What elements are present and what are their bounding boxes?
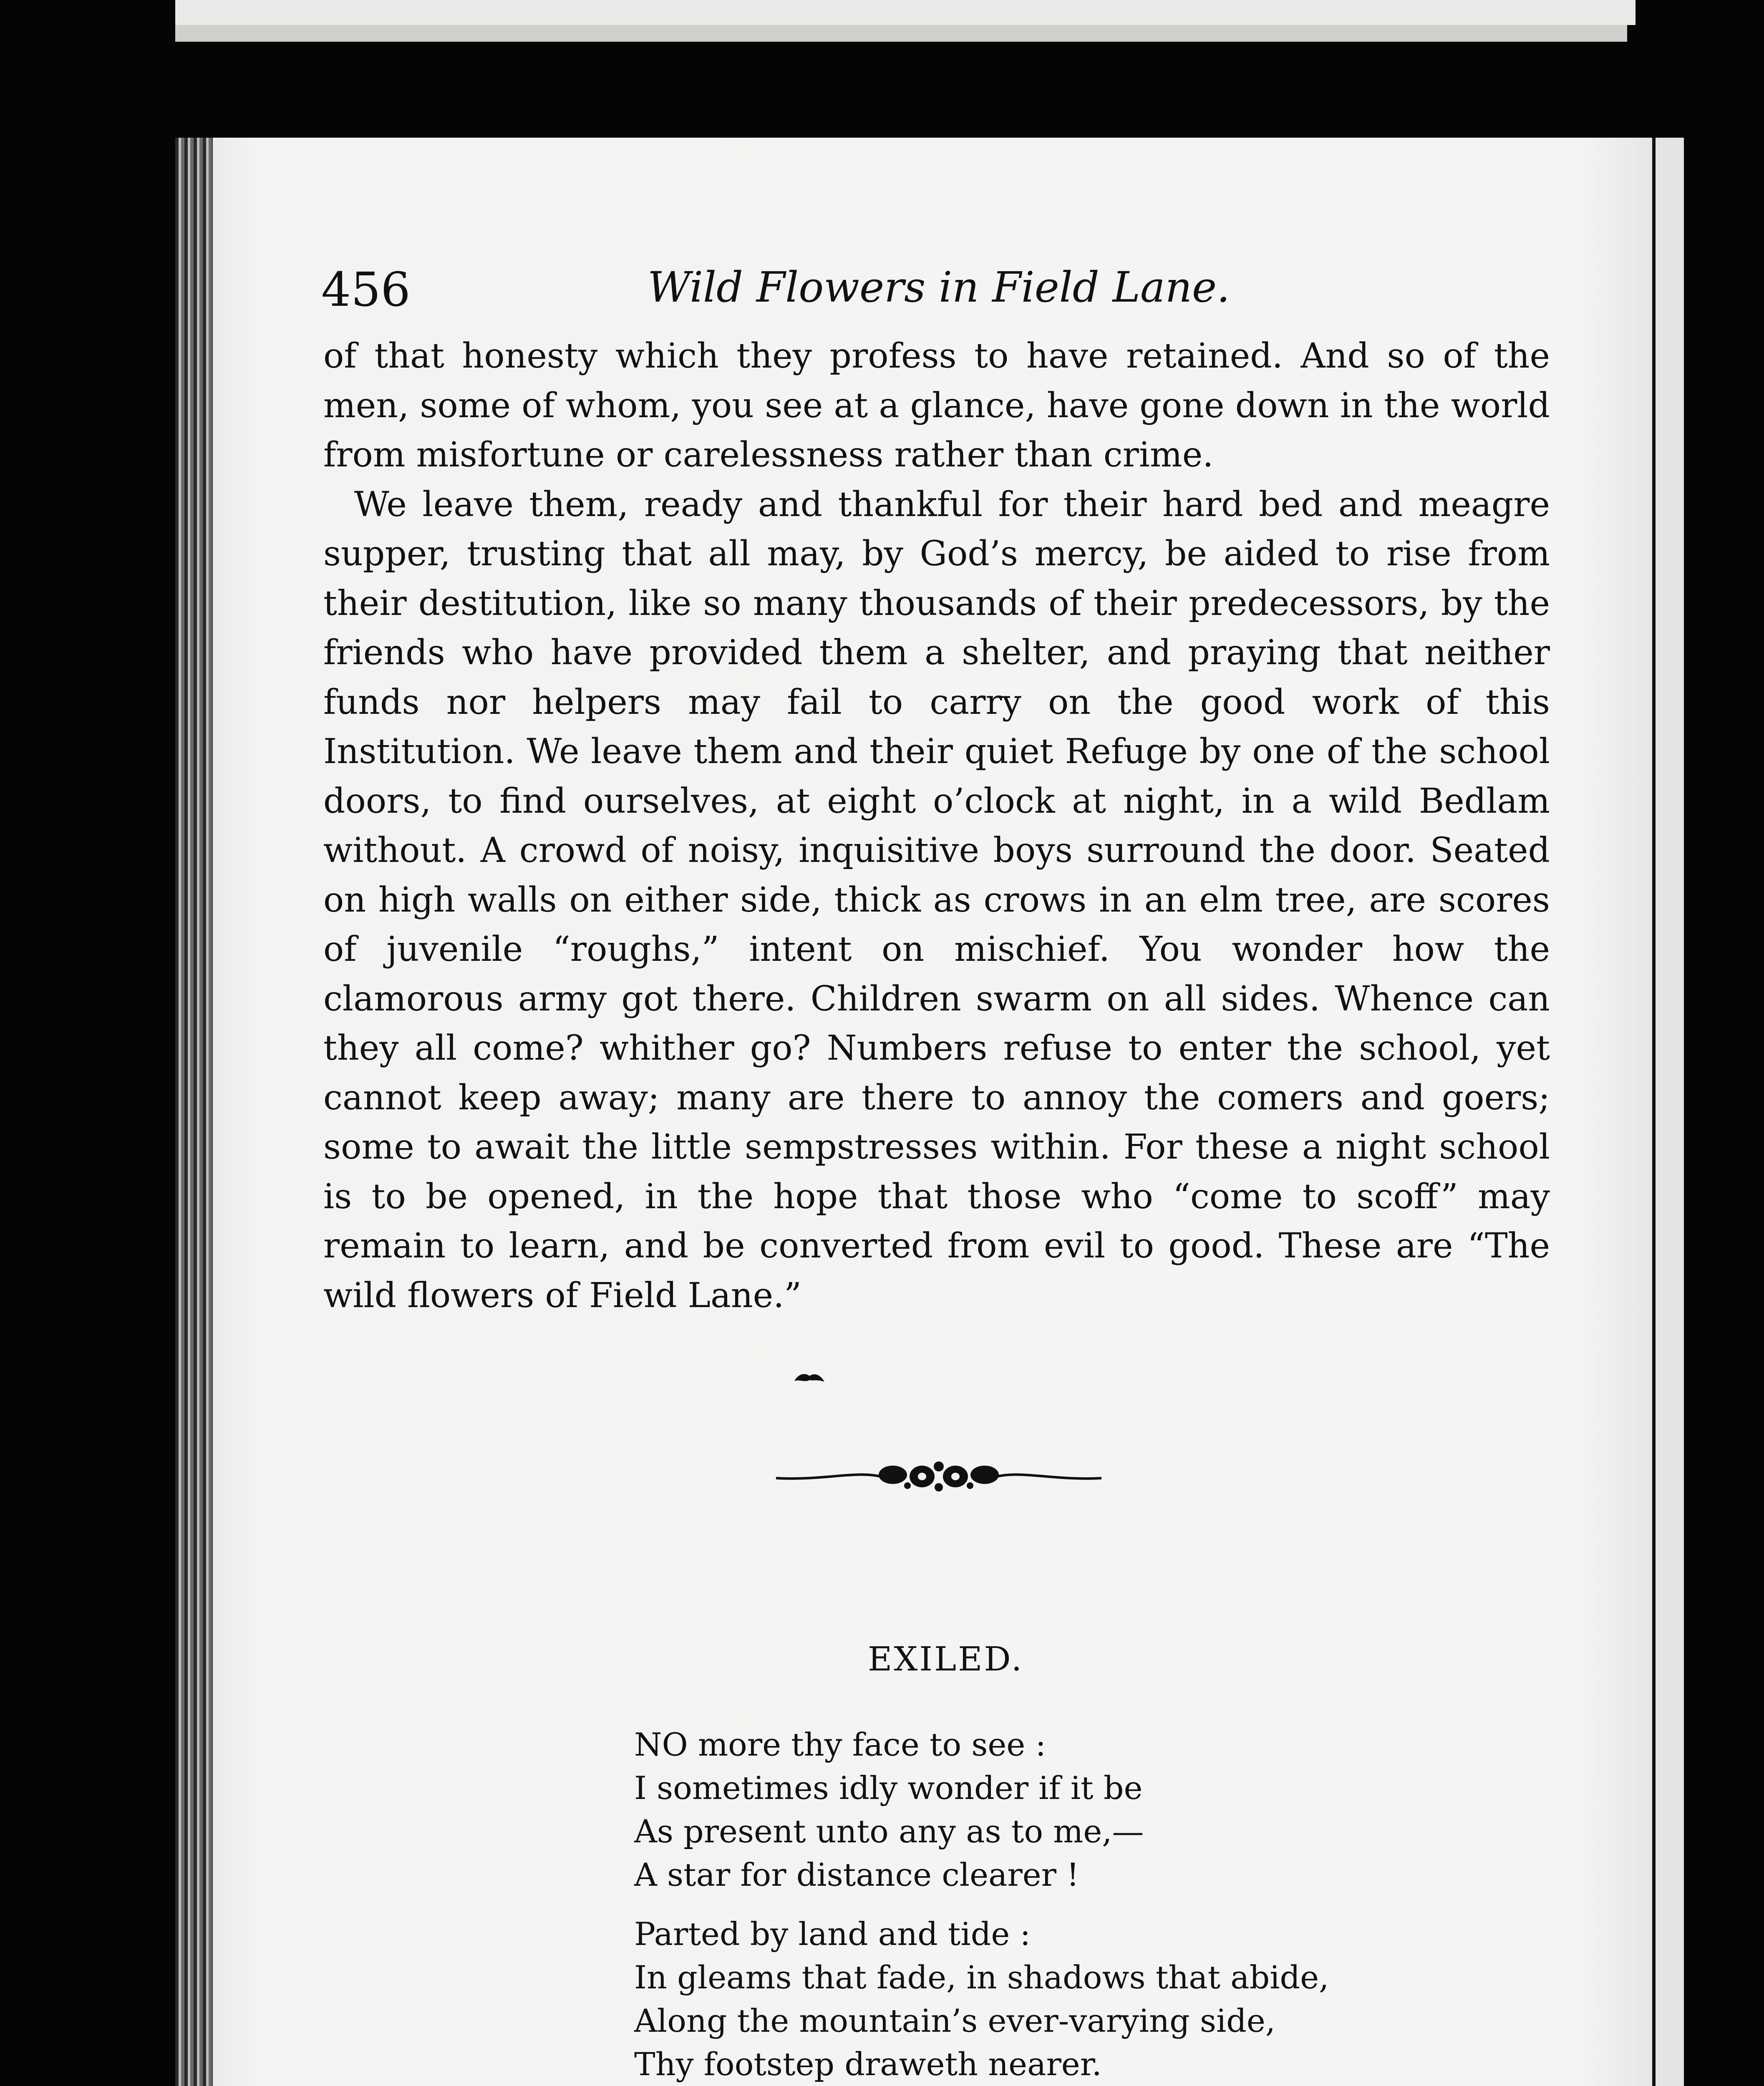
poem-line: Thy footstep draweth nearer.: [634, 2046, 1102, 2083]
poem-line: In gleams that fade, in shadows that abide,: [634, 1959, 1329, 1996]
scan-frame-right: [1681, 0, 1764, 2086]
poem-line: Parted by land and tide :: [634, 1915, 1031, 1952]
book-spine-edges: [175, 138, 213, 2086]
poem-line: I sometimes idly wonder if it be: [634, 1769, 1143, 1806]
poem-line: Along the mountain’s ever-varying side,: [634, 2002, 1276, 2039]
decorative-ornament: [772, 1458, 1106, 1496]
poem-title: EXILED.: [868, 1640, 1024, 1678]
poem-stanza: [634, 1912, 1348, 2086]
poem-line: A star for distance clearer !: [634, 1856, 1079, 1893]
facing-page-edge: [1652, 138, 1684, 2086]
book-page: [213, 138, 1652, 2086]
ink-blot-ornament: [793, 1372, 826, 1384]
previous-page-shadow: [167, 25, 1627, 42]
poem-line: NO more thy face to see :: [634, 1726, 1046, 1763]
poem-stanza: [634, 1723, 1348, 1897]
body-text: [323, 332, 1550, 1320]
poem: [634, 1723, 1348, 2086]
poem-line: As present unto any as to me,—: [634, 1813, 1144, 1850]
scan-frame-left: [0, 0, 175, 2086]
page-header: [321, 263, 1556, 321]
previous-page-edge: [159, 0, 1635, 25]
paragraph: of that honesty which they profess to have retained. And so of the men, some of whom, you see at a glance, have gone down in the world from misfortune or carelessness rather than crime.: [323, 336, 1550, 475]
running-head: Wild Flowers in Field Lane.: [648, 263, 1230, 312]
page-number: 456: [321, 263, 411, 317]
paragraph: We leave them, ready and thankful for their hard bed and meagre supper, trusting that all may, by God’s mercy, be aided to rise from their destitution, like so many thousands of their predecessors, by the friends who have provided them a shelter, and praying that neither funds nor helpers may fail to carry on the good work of this Institution. We leave them and their quiet Refuge by one of the school doors, to find ourselves, at eight o’clock at night, in a wild Bedlam without. A crowd of noisy, inquisitive boys surround the door. Seated on high walls on either side, thick as crows in an elm tree, are scores of juvenile “roughs,” intent on mischief. You wonder how the clamorous army got there. Children swarm on all sides. Whence can they all come? whither go? Numbers refuse to enter the school, yet cannot keep away; many are there to annoy the comers and goers; some to await the little sempstresses within. For these a night school is to be opened, in the hope that those who “come to scoff” may remain to learn, and be converted from evil to good. These are “The wild flowers of Field Lane.”: [323, 484, 1550, 1315]
